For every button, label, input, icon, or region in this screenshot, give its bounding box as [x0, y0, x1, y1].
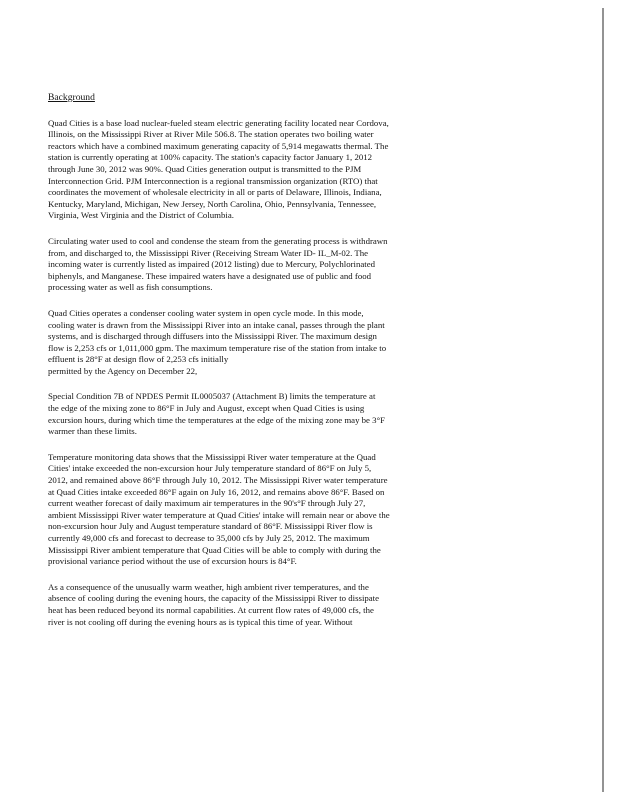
text-line: flow is 2,253 cfs or 1,011,000 gpm. The maximum temperature rise of the station from intake to — [48, 342, 387, 353]
text-line: river is not cooling off during the evening hours as is typical this time of year. Without — [48, 616, 353, 627]
text-line: systems, and is discharged through diffusers into the Mississippi River. The maximum design — [48, 331, 377, 342]
text-line: Temperature monitoring data shows that the Mississippi River water temperature at the Quad — [48, 451, 376, 462]
text-line: incoming water is currently listed as impaired (2012 listing) due to Mercury, Polychlorinated — [48, 259, 376, 270]
paragraph-2 — [48, 236, 478, 294]
text-line: through June 30, 2012 was 90%. Quad Cities generation output is transmitted to the PJM — [48, 163, 362, 174]
text-line: effluent is 28°F at design flow of 2,253 cfs initially — [48, 354, 229, 365]
text-line: current weather forecast of daily maximum air temperatures in the 90's°F through July 27, — [48, 498, 366, 509]
text-line: Quad Cities is a base load nuclear-fueled steam electric generating facility located near Cordova, — [48, 117, 389, 128]
text-line: Mississippi River ambient temperature that Quad Cities will be able to comply with during the — [48, 544, 381, 555]
text-line: permitted by the Agency on December 22, — [48, 365, 198, 376]
scan-edge-line — [602, 8, 604, 792]
text-line: the edge of the mixing zone to 86°F in July and August, except when Quad Cities is using — [48, 403, 365, 414]
text-line: currently 49,000 cfs and forecast to decrease to 35,000 cfs by July 25, 2012. The maximum — [48, 533, 370, 543]
text-line: non-excursion hour July and August temperature standard of 86°F. Mississippi River flow is — [48, 521, 373, 532]
text-line: Interconnection Grid. PJM Interconnection is a regional transmission organization (RTO) that — [48, 175, 378, 186]
text-line: warmer than these limits. — [48, 426, 137, 437]
text-line: Illinois, on the Mississippi River at River Mile 506.8. The station operates two boiling water — [48, 129, 374, 140]
text-line: station is currently operating at 100% capacity. The station's capacity factor January 1, 2012 — [48, 152, 373, 163]
text-line: processing water as well as fish consumptions. — [48, 282, 213, 293]
text-line: Virginia, West Virginia and the District of Columbia. — [48, 210, 234, 221]
text-line: excursion hours, during which time the temperatures at the edge of the mixing zone may be 3°F — [48, 414, 385, 425]
text-line: reactors which have a combined maximum generating capacity of 5,914 megawatts thermal. The — [48, 140, 389, 151]
text-line: coordinates the movement of wholesale electricity in all or parts of Delaware, Illinois, Indiana, — [48, 187, 382, 198]
text-line: heat has been reduced beyond its normal capabilities. At current flow rates of 49,000 cfs, the — [48, 604, 374, 615]
text-line: Special Condition 7B of NPDES Permit IL0005037 (Attachment B) limits the temperature at — [48, 391, 376, 402]
text-line: from, and discharged to, the Mississippi River (Receiving Stream Water ID- IL_M-02. The — [48, 247, 369, 258]
paragraph-5 — [48, 452, 478, 568]
text-line: ambient Mississippi River water temperature at Quad Cities' intake will remain near or above the — [48, 509, 390, 520]
paragraph-1 — [48, 118, 478, 222]
text-line: Cities' intake exceeded the non-excursion hour July temperature standard of 86°F on July 5, — [48, 463, 372, 474]
section-heading: Background — [48, 92, 95, 103]
document-body — [48, 92, 478, 642]
text-line: provisional variance period without the use of excursion hours is 84°F. — [48, 556, 297, 567]
text-line: Kentucky, Maryland, Michigan, New Jersey, North Carolina, Ohio, Pennsylvania, Tennessee, — [48, 198, 377, 209]
paragraph-3 — [48, 308, 478, 378]
text-line: absence of cooling during the evening hours, the capacity of the Mississippi River to dissipate — [48, 593, 380, 604]
paragraph-4 — [48, 391, 478, 437]
text-line: 2012, and remained above 86°F through July 10, 2012. The Mississippi River water temperature — [48, 475, 388, 486]
text-line: Quad Cities operates a condenser cooling water system in open cycle mode. In this mode, — [48, 307, 364, 318]
text-line: biphenyls, and Manganese. These impaired waters have a designated use of public and food — [48, 270, 372, 281]
text-line: at Quad Cities intake exceeded 86°F again on July 16, 2012, and remains above 86°F. Based on — [48, 486, 385, 497]
text-line: As a consequence of the unusually warm weather, high ambient river temperatures, and the — [48, 581, 369, 592]
text-line: cooling water is drawn from the Mississippi River into an intake canal, passes through the plant — [48, 319, 385, 330]
text-line: Circulating water used to cool and condense the steam from the generating process is withdrawn — [48, 235, 388, 246]
paragraph-list — [48, 118, 478, 629]
paragraph-6 — [48, 582, 478, 628]
